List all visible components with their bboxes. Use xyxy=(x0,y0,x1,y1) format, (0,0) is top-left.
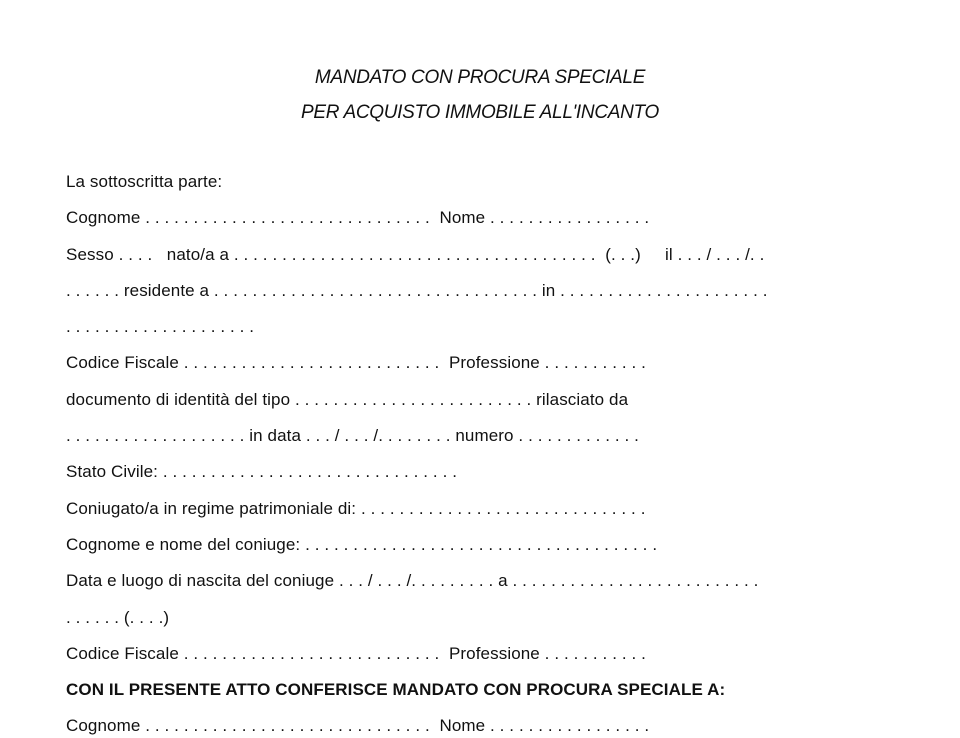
residence-line: . . . . . . residente a . . . . . . . . . . . . . . . . . . . . . . . . . . . . . . . . . . in . . . . . . . . . . . . . . . . . . . . . . xyxy=(66,280,768,300)
property-regime-line: Coniugato/a in regime patrimoniale di: . . . . . . . . . . . . . . . . . . . . . . . . . . . . . . xyxy=(66,498,646,518)
mandate-heading: CON IL PRESENTE ATTO CONFERISCE MANDATO CON PROCURA SPECIALE A: xyxy=(66,680,726,700)
spouse-name-line: Cognome e nome del coniuge: . . . . . . . . . . . . . . . . . . . . . . . . . . . . . . . . . . . . . xyxy=(66,534,658,554)
spouse-birth-continuation-line: . . . . . . (. . . .) xyxy=(66,607,170,627)
document-date-number-line: . . . . . . . . . . . . . . . . . . . in data . . . / . . . /. . . . . . . . numero . . . . . . . . . . . . . xyxy=(66,426,640,446)
residence-continuation-line: . . . . . . . . . . . . . . . . . . . . xyxy=(66,317,255,337)
tax-code-profession-line: Codice Fiscale . . . . . . . . . . . . . . . . . . . . . . . . . . . Professione . . . . . . . . . . . xyxy=(66,353,646,373)
identity-document-line: documento di identità del tipo . . . . . . . . . . . . . . . . . . . . . . . . . rilasciato da xyxy=(66,389,629,409)
sex-birthplace-line: Sesso . . . . nato/a a . . . . . . . . . . . . . . . . . . . . . . . . . . . . . . . . . . . . . . (. . .) il . . . / . . . /. . xyxy=(66,244,765,264)
document-title xyxy=(0,60,960,130)
form-body xyxy=(66,170,906,734)
civil-status-line: Stato Civile: . . . . . . . . . . . . . . . . . . . . . . . . . . . . . . . xyxy=(66,462,458,482)
title-line-1: MANDATO CON PROCURA SPECIALE xyxy=(314,67,646,88)
agent-surname-name-line: Cognome . . . . . . . . . . . . . . . . . . . . . . . . . . . . . . Nome . . . . . . . . . . . . . . . . . xyxy=(66,716,650,736)
spouse-birth-line: Data e luogo di nascita del coniuge . . . / . . . /. . . . . . . . . a . . . . . . . . . . . . . . . . . . . . . . . . . . xyxy=(66,571,759,591)
surname-name-line: Cognome . . . . . . . . . . . . . . . . . . . . . . . . . . . . . . Nome . . . . . . . . . . . . . . . . . xyxy=(66,208,650,228)
intro-line: La sottoscritta parte: xyxy=(66,172,223,191)
spouse-tax-code-profession-line: Codice Fiscale . . . . . . . . . . . . . . . . . . . . . . . . . . . Professione . . . . . . . . . . . xyxy=(66,643,646,663)
title-line-2: PER ACQUISTO IMMOBILE ALL'INCANTO xyxy=(301,102,659,123)
